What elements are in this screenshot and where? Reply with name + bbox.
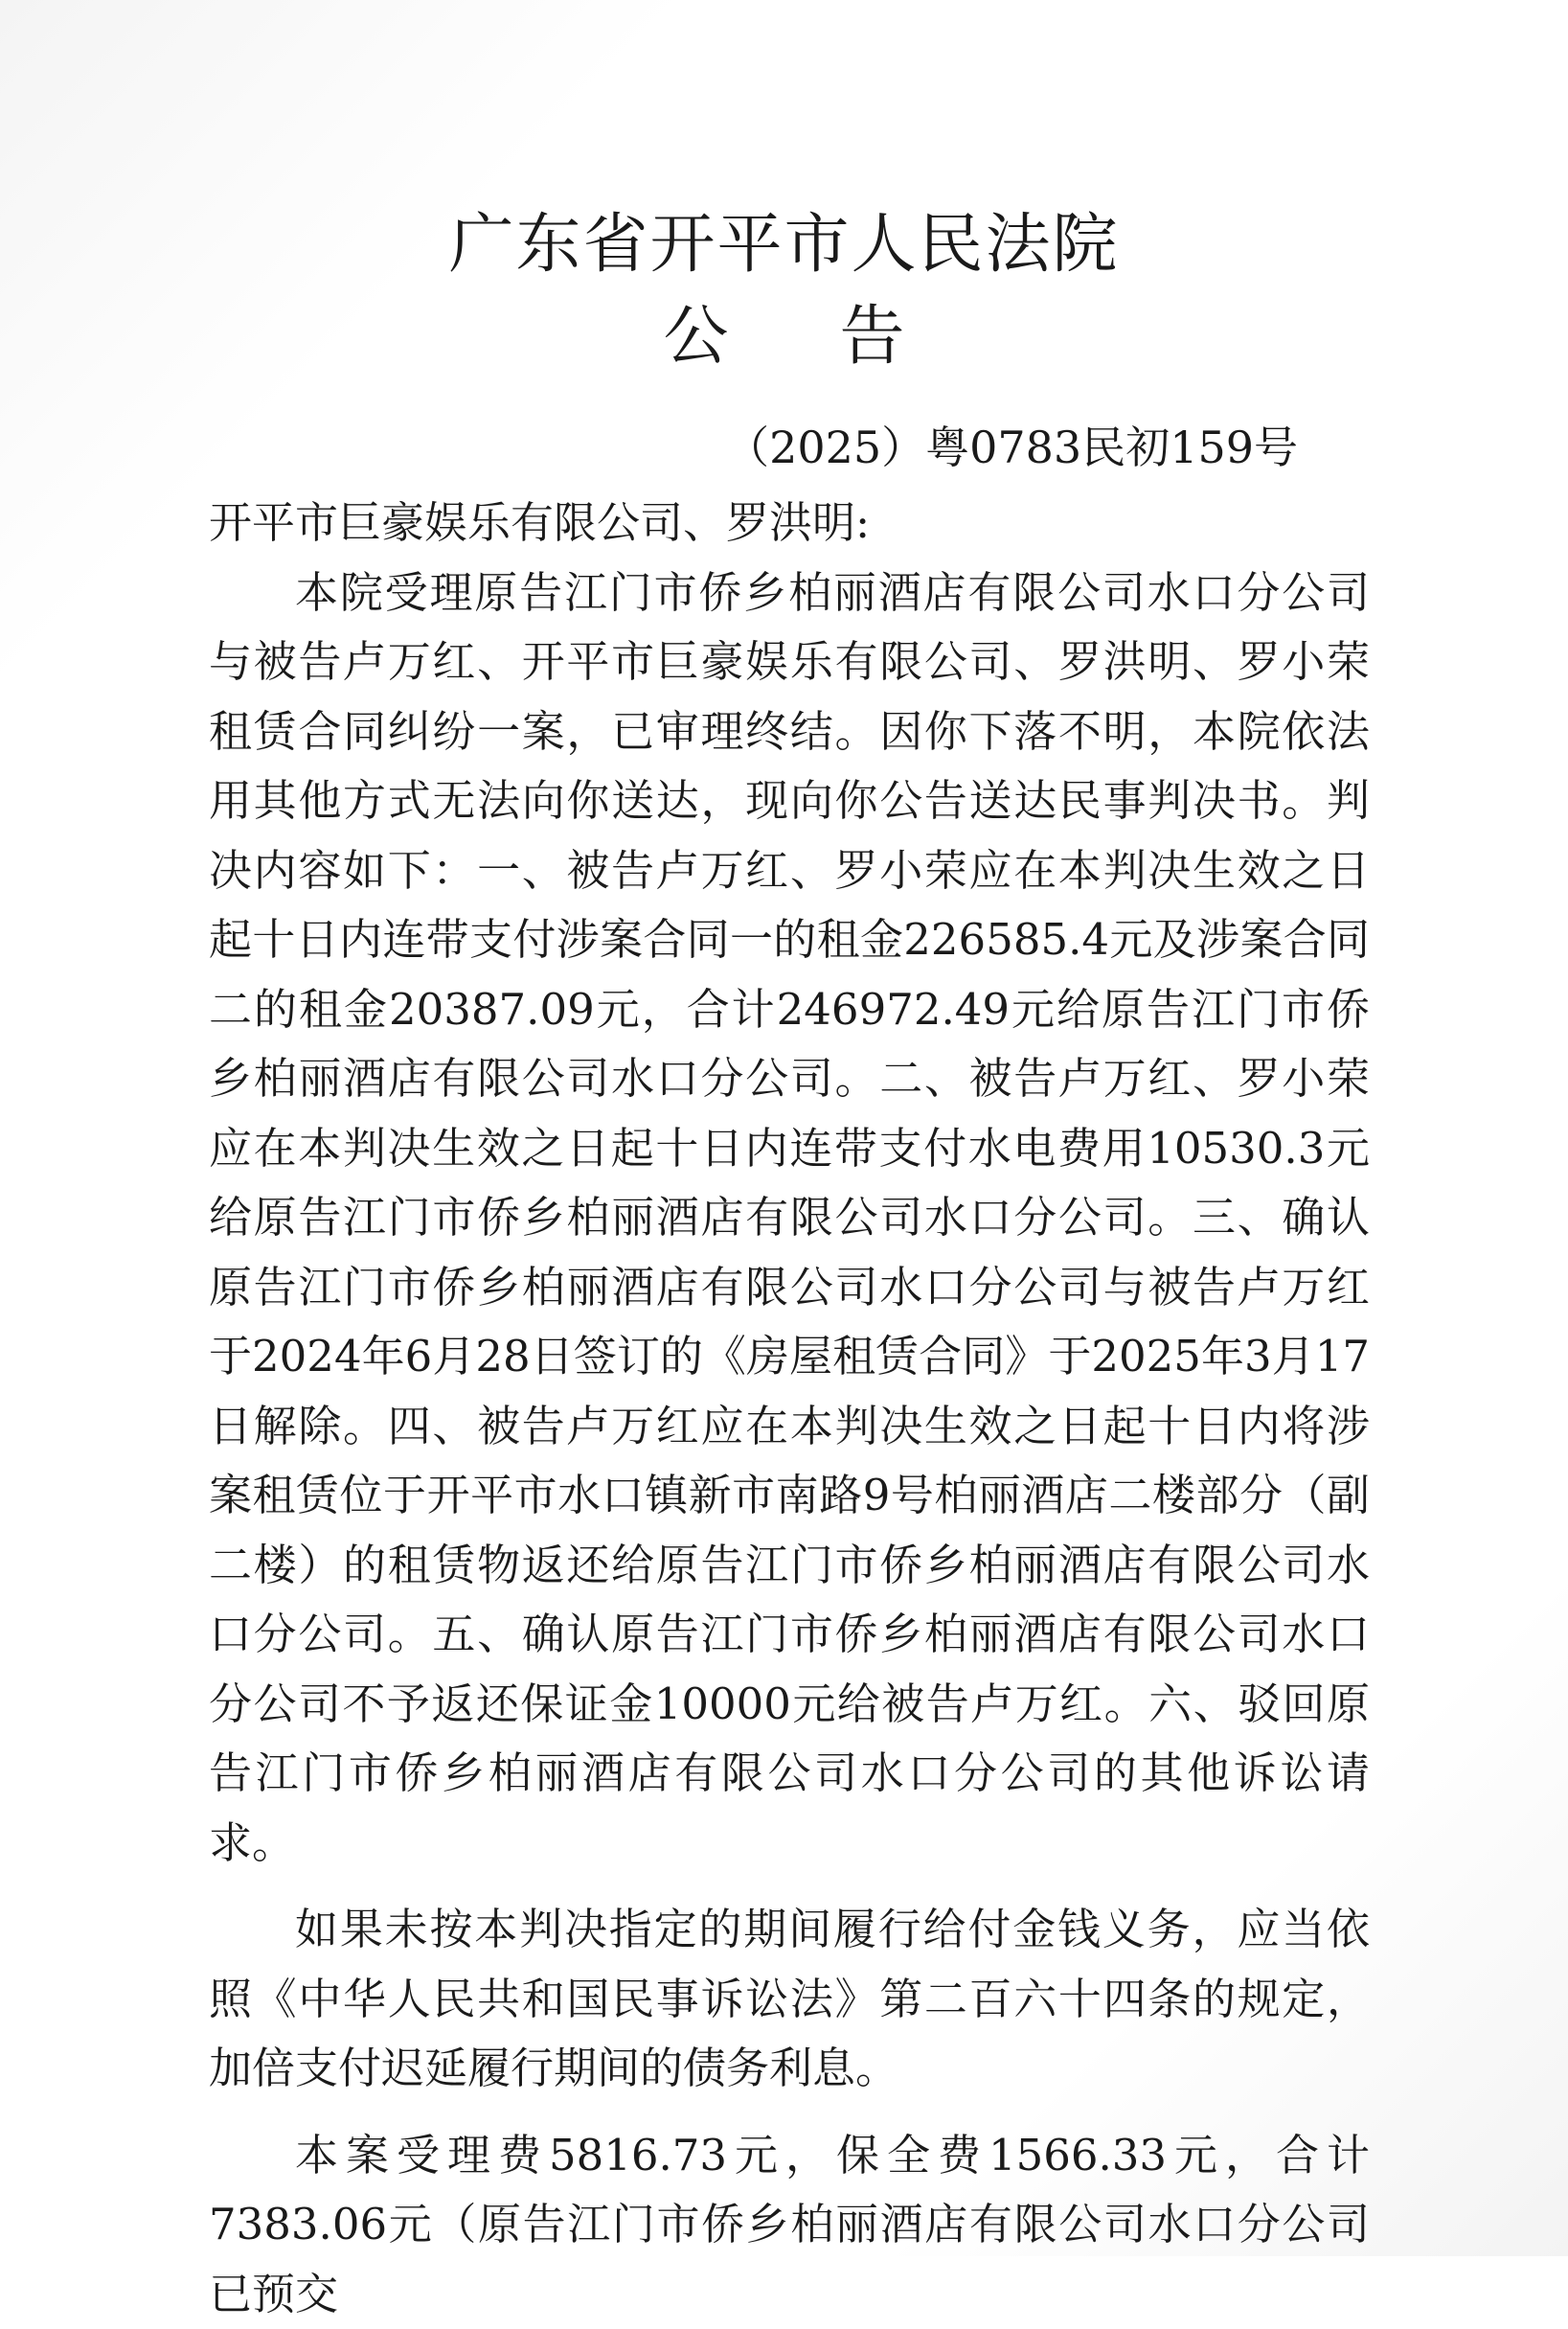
paragraph-judgment: 本院受理原告江门市侨乡柏丽酒店有限公司水口分公司与被告卢万红、开平市巨豪娱乐有限公司、罗洪明、罗小荣租赁合同纠纷一案，已审理终结。因你下落不明，本院依法用其他方式无法向你送达，现向你公告送达民事判决书。判决内容如下：一、被告卢万红、罗小荣应在本判决生效之日起十日内连带支付涉案合同一的租金226585.4元及涉案合同二的租金20387.09元，合计246972.49元给原告江门市侨乡柏丽酒店有限公司水口分公司。二、被告卢万红、罗小荣应在本判决生效之日起十日内连带支付水电费用10530.3元给原告江门市侨乡柏丽酒店有限公司水口分公司。三、确认原告江门市侨乡柏丽酒店有限公司水口分公司与被告卢万红于2024年6月28日签订的《房屋租赁合同》于2025年3月17日解除。四、被告卢万红应在本判决生效之日起十日内将涉案租赁位于开平市水口镇新市南路9号柏丽酒店二楼部分（副二楼）的租赁物返还给原告江门市侨乡柏丽酒店有限公司水口分公司。五、确认原告江门市侨乡柏丽酒店有限公司水口分公司不予返还保证金10000元给被告卢万红。六、驳回原告江门市侨乡柏丽酒店有限公司水口分公司的其他诉讼请求。 [209,559,1370,1879]
paragraph-fees: 本案受理费5816.73元，保全费1566.33元，合计7383.06元（原告江门市侨乡柏丽酒店有限公司水口分公司已预交 [209,2121,1370,2329]
paragraph-interest: 如果未按本判决指定的期间履行给付金钱义务，应当依照《中华人民共和国民事诉讼法》第二百六十四条的规定，加倍支付迟延履行期间的债务利息。 [209,1895,1370,2104]
court-name: 广东省开平市人民法院 [0,213,1568,278]
document-title-char-2: 告 [840,305,905,370]
document-title [0,305,1568,370]
document-body [209,489,1370,2329]
document-title-char-1: 公 [663,305,728,370]
addressee: 开平市巨豪娱乐有限公司、罗洪明: [209,489,1370,559]
case-number: （2025）粤0783民初159号 [725,425,1298,469]
